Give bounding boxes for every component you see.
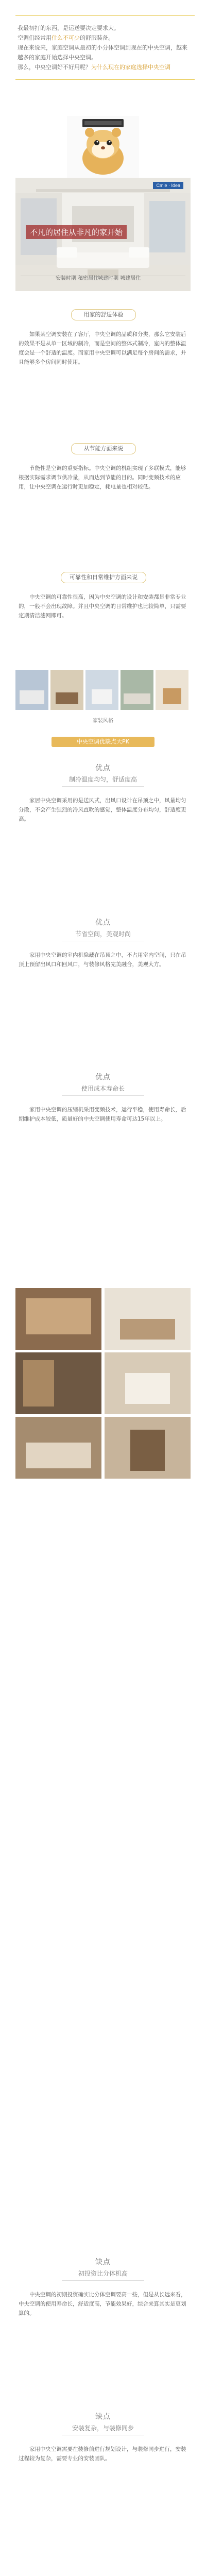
decor-photo-4 xyxy=(121,670,153,710)
pro-3-title: 使用成本寿命长 xyxy=(81,1085,125,1092)
section-head-reliability: 可靠性和日常维护方面来说 xyxy=(61,572,146,583)
con-2-title: 安装复杂，与装修同步 xyxy=(72,2425,134,2432)
con-1-label: 缺点 xyxy=(95,2258,111,2266)
pro-2-title: 节省空间，美观时尚 xyxy=(75,930,131,938)
decor-photo-5 xyxy=(156,670,188,710)
section-text-energy: 节能性是空调的重要指标。中央空调的机组实现了多联模式，能够根据实际需求调节供冷量，从而达到节能的目的。同时变频技术的应用，让中央空调在运行时更加稳定，耗电量也相对较低。 xyxy=(19,465,186,490)
interior-photo-3 xyxy=(15,1352,101,1414)
intro-line-2-pre: 空调们经常用 xyxy=(18,35,52,41)
decor-photo-strip xyxy=(15,670,191,710)
con-2-text: 家用中央空调需要在装修前进行规划设计，与装修同步进行，安装过程较为复杂，需要专业的安装团队。 xyxy=(19,2446,186,2462)
decor-caption: 家装风格 xyxy=(93,718,113,724)
pro-1-title: 制冷温度均匀，舒适度高 xyxy=(68,776,137,783)
intro-line-2-post: 的舒服装备。 xyxy=(80,35,114,41)
section-text-reliability: 中央空调的可靠性很高，因为中央空调的设计和安装都是非常专业的，一般不会出现故障。并且中央空调的日常维护也比较简单，只需要定期清洁滤网即可。 xyxy=(19,594,186,619)
intro-line-2 xyxy=(18,33,193,43)
intro-line-4-highlight: 为什么现在的家庭选择中央空调 xyxy=(91,64,170,71)
con-1-divider xyxy=(62,2280,144,2281)
interior-photo-6 xyxy=(105,1417,191,1479)
con-1-text: 中央空调的初期投资确实比分体空调要高一些，但是从长远来看，中央空调的使用寿命长，舒适度高，节能效果好，综合来算其实是更划算的。 xyxy=(19,2292,186,2316)
pro-1-divider xyxy=(62,786,144,787)
section-head-comfort: 用家的舒适体验 xyxy=(71,309,136,320)
pro-2-label: 优点 xyxy=(95,919,111,927)
hero-caption-sub: 安装时期 秘密居住 xyxy=(56,276,99,281)
pro-3-label: 优点 xyxy=(95,1073,111,1081)
pro-1-text: 家居中央空调采用的是送风式，出风口设计在吊顶之中，风量均匀分散，不会产生强烈的冷风直吹的感觉，整体温度分布均匀，舒适度更高。 xyxy=(19,798,186,822)
interior-photo-grid xyxy=(15,1288,191,1479)
pro-2-text: 家用中央空调的室内机隐藏在吊顶之中，不占用室内空间，只在吊顶上预留出风口和回风口，与装修风格完美融合，美观大方。 xyxy=(19,952,186,968)
pk-banner: 中央空调优缺点大PK xyxy=(52,737,154,747)
pro-3-divider xyxy=(62,1095,144,1096)
decor-photo-2 xyxy=(50,670,83,710)
interior-photo-5 xyxy=(15,1417,101,1479)
con-1-title: 初投资比分体机高 xyxy=(78,2270,128,2277)
hero-caption-main: 不凡的居住从非凡的家开始 xyxy=(26,225,127,239)
decor-photo-3 xyxy=(85,670,118,710)
hero-brand-logo: Cmie · Idea xyxy=(153,182,183,189)
meme-hamster-image xyxy=(67,116,139,178)
intro-line-4 xyxy=(18,62,193,72)
intro-line-2-highlight: 什么不可少 xyxy=(52,35,80,41)
pro-3-text: 家用中央空调的压缩机采用变频技术，运行平稳，使用寿命长，后期维护成本较低，质量好的中央空调使用寿命可达15年以上。 xyxy=(19,1107,186,1122)
interior-photo-1 xyxy=(15,1288,101,1350)
section-text-comfort: 如果某空调安装在了客厅，中央空调的品质和分类，那么它安装后的效果不是从单一区域的制冷，而是空间的整体式制冷，室内的整体温度会是一个舒适的温度。而家用中央空调可以满足每个房间的需求，并且能够多个房间同时使用。 xyxy=(19,331,186,365)
interior-photo-2 xyxy=(105,1288,191,1350)
hero-caption-sub-2: 城建时期 城建居住 xyxy=(98,276,141,281)
con-2-label: 缺点 xyxy=(95,2413,111,2421)
interior-photo-4 xyxy=(105,1352,191,1414)
intro-block xyxy=(15,15,195,80)
intro-line-1: 我最初打的东西，是运送要决定要求大。 xyxy=(18,25,119,31)
hero-living-room-image xyxy=(15,178,191,291)
intro-line-4-pre: 那么，中央空调好不好用呢？ xyxy=(18,64,91,71)
decor-photo-1 xyxy=(15,670,48,710)
pro-1-label: 优点 xyxy=(95,764,111,772)
section-head-energy: 从节能方面来说 xyxy=(71,443,136,454)
intro-line-3: 现在来说来，家庭空调从最初的小分体空调到现在的中央空调，越来越多的家庭开始选择中央空调。 xyxy=(18,44,187,61)
